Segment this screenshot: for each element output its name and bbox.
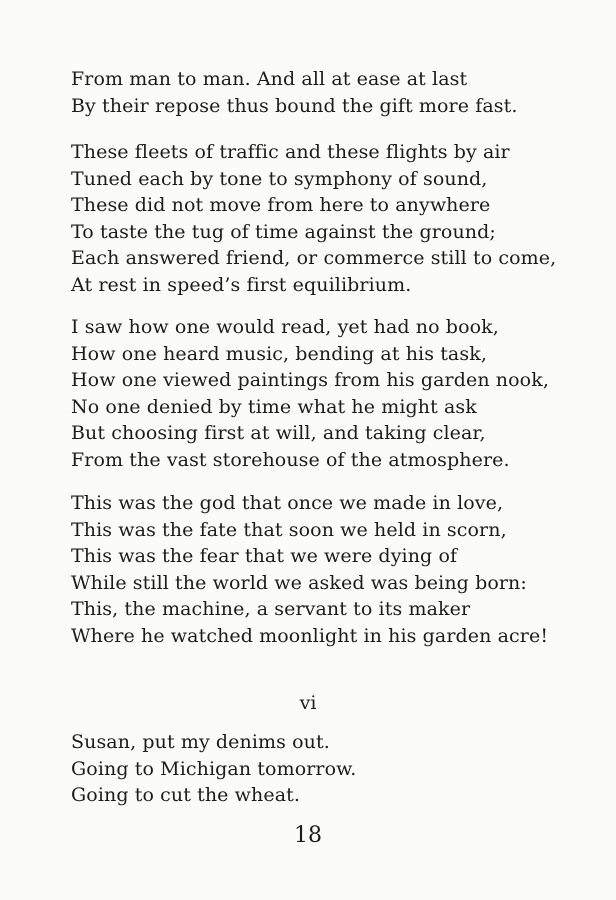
poem-line: Going to cut the wheat. bbox=[71, 784, 301, 806]
section-number: vi bbox=[299, 692, 317, 714]
poem-line: This, the machine, a servant to its maker bbox=[71, 598, 471, 620]
poem-line: Each answered friend, or commerce still to come, bbox=[71, 247, 557, 269]
stanza-5 bbox=[71, 729, 591, 809]
poem-line: This was the fate that soon we held in scorn, bbox=[71, 518, 507, 541]
poem-line: How one heard music, bending at his task, bbox=[71, 342, 487, 365]
poem-line: Susan, put my denims out. bbox=[71, 731, 330, 753]
stanza-1 bbox=[71, 66, 591, 119]
poem-line: From man to man. And all at ease at last bbox=[71, 68, 468, 90]
poem-line: How one viewed paintings from his garden nook, bbox=[71, 369, 549, 391]
poem-line: At rest in speed’s first equilibrium. bbox=[71, 273, 412, 296]
poem-line: But choosing first at will, and taking clear, bbox=[71, 422, 486, 444]
poem-line: While still the world we asked was being born: bbox=[71, 571, 527, 594]
poem-line: From the vast storehouse of the atmosphere. bbox=[71, 448, 510, 471]
poem-line: These did not move from here to anywhere bbox=[71, 194, 491, 216]
page-number: 18 bbox=[294, 823, 322, 848]
stanza-3 bbox=[71, 314, 591, 473]
poem-line: No one denied by time what he might ask bbox=[71, 395, 477, 418]
stanza-4 bbox=[71, 490, 591, 649]
poem-line: These fleets of traffic and these flights by air bbox=[71, 141, 510, 163]
poem-line: To taste the tug of time against the ground; bbox=[71, 220, 496, 243]
poem-line: Where he watched moonlight in his garden acre! bbox=[71, 624, 549, 647]
poem-line: This was the god that once we made in love, bbox=[71, 492, 504, 514]
poem-line: I saw how one would read, yet had no book, bbox=[71, 316, 499, 338]
poem-line: Tuned each by tone to symphony of sound, bbox=[71, 167, 488, 190]
poem-line: Going to Michigan tomorrow. bbox=[71, 757, 357, 780]
stanza-2 bbox=[71, 139, 591, 298]
poem-line: This was the fear that we were dying of bbox=[71, 545, 458, 567]
poem-line: By their repose thus bound the gift more fast. bbox=[71, 94, 518, 117]
